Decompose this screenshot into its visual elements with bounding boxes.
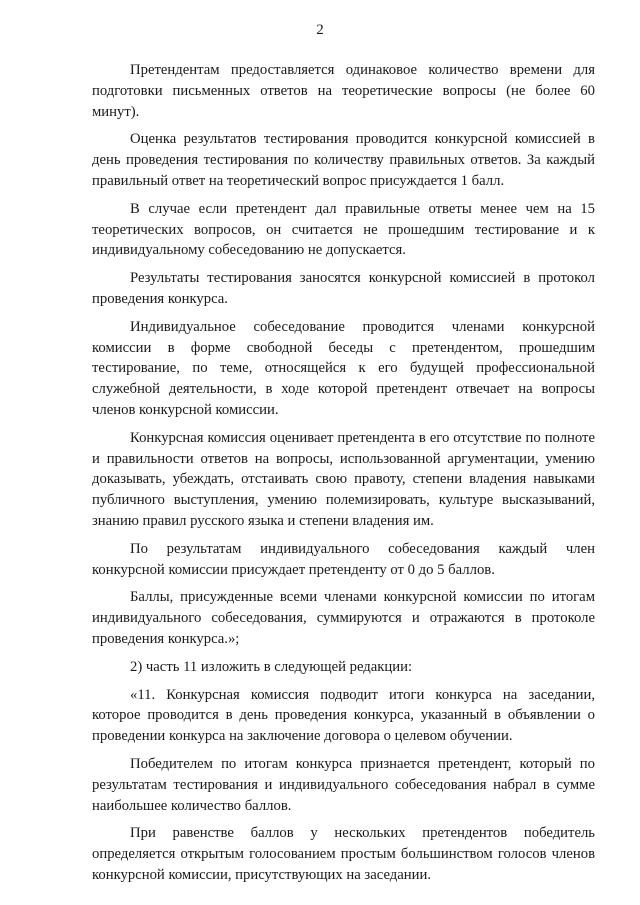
page-number: 2 <box>316 22 324 38</box>
paragraph-test-results-protocol: Результаты тестирования заносятся конкурсной комиссией в протокол проведения конкурса. <box>92 270 595 307</box>
paragraph-interview-scores: По результатам индивидуального собеседования каждый член конкурсной комиссии присуждает претенденту от 0 до 5 баллов. <box>92 540 595 578</box>
paragraph-clause-11: «11. Конкурсная комиссия подводит итоги конкурса на заседании, которое проводится в день проведения конкурса, указанный в объявлении о проведении конкурса на заключение договора о целевом обучении. <box>92 686 595 745</box>
paragraph-tie-vote: При равенстве баллов у нескольких претендентов победитель определяется открытым голосованием простым большинством голосов членов конкурсной комиссии, присутствующих на заседании. <box>92 825 595 883</box>
document-body <box>92 60 595 893</box>
paragraph-test-evaluation: Оценка результатов тестирования проводится конкурсной комиссией в день проведения тестирования по количеству правильных ответов. За каждый правильный ответ на теоретический вопрос присуждается 1 балл. <box>92 131 595 189</box>
paragraph-interview-criteria: Конкурсная комиссия оценивает претендента в его отсутствие по полноте и правильности ответов на вопросы, использованной аргументации, умению доказывать, убеждать, отстаивать свою правоту, степени владения навыками публичного выступления, умению полемизировать, культуре высказываний, знанию правил русского языка и степени владения им. <box>92 429 595 529</box>
paragraph-min-correct-answers: В случае если претендент дал правильные ответы менее чем на 15 теоретических вопросов, он считается не прошедшим тестирование и к индивидуальному собеседованию не допускается. <box>92 200 595 259</box>
paragraph-part-11-amendment: 2) часть 11 изложить в следующей редакции: <box>130 658 413 675</box>
paragraph-time-limit: Претендентам предоставляется одинаковое количество времени для подготовки письменных ответов на теоретические вопросы (не более 60 минут). <box>92 62 595 120</box>
paragraph-scores-summed: Баллы, присужденные всеми членами конкурсной комиссии по итогам индивидуального собеседования, суммируются и отражаются в протоколе проведения конкурса.»; <box>92 589 595 647</box>
paragraph-interview: Индивидуальное собеседование проводится членами конкурсной комиссии в форме свободной беседы с претендентом, прошедшим тестирование, по теме, относящейся к его будущей профессиональной служебной деятельности, в ходе которой претендент отвечает на вопросы членов конкурсной комиссии. <box>92 318 595 418</box>
paragraph-winner: Победителем по итогам конкурса признается претендент, который по результатам тестирования и индивидуального собеседования набрал в сумме наибольшее количество баллов. <box>92 755 595 814</box>
